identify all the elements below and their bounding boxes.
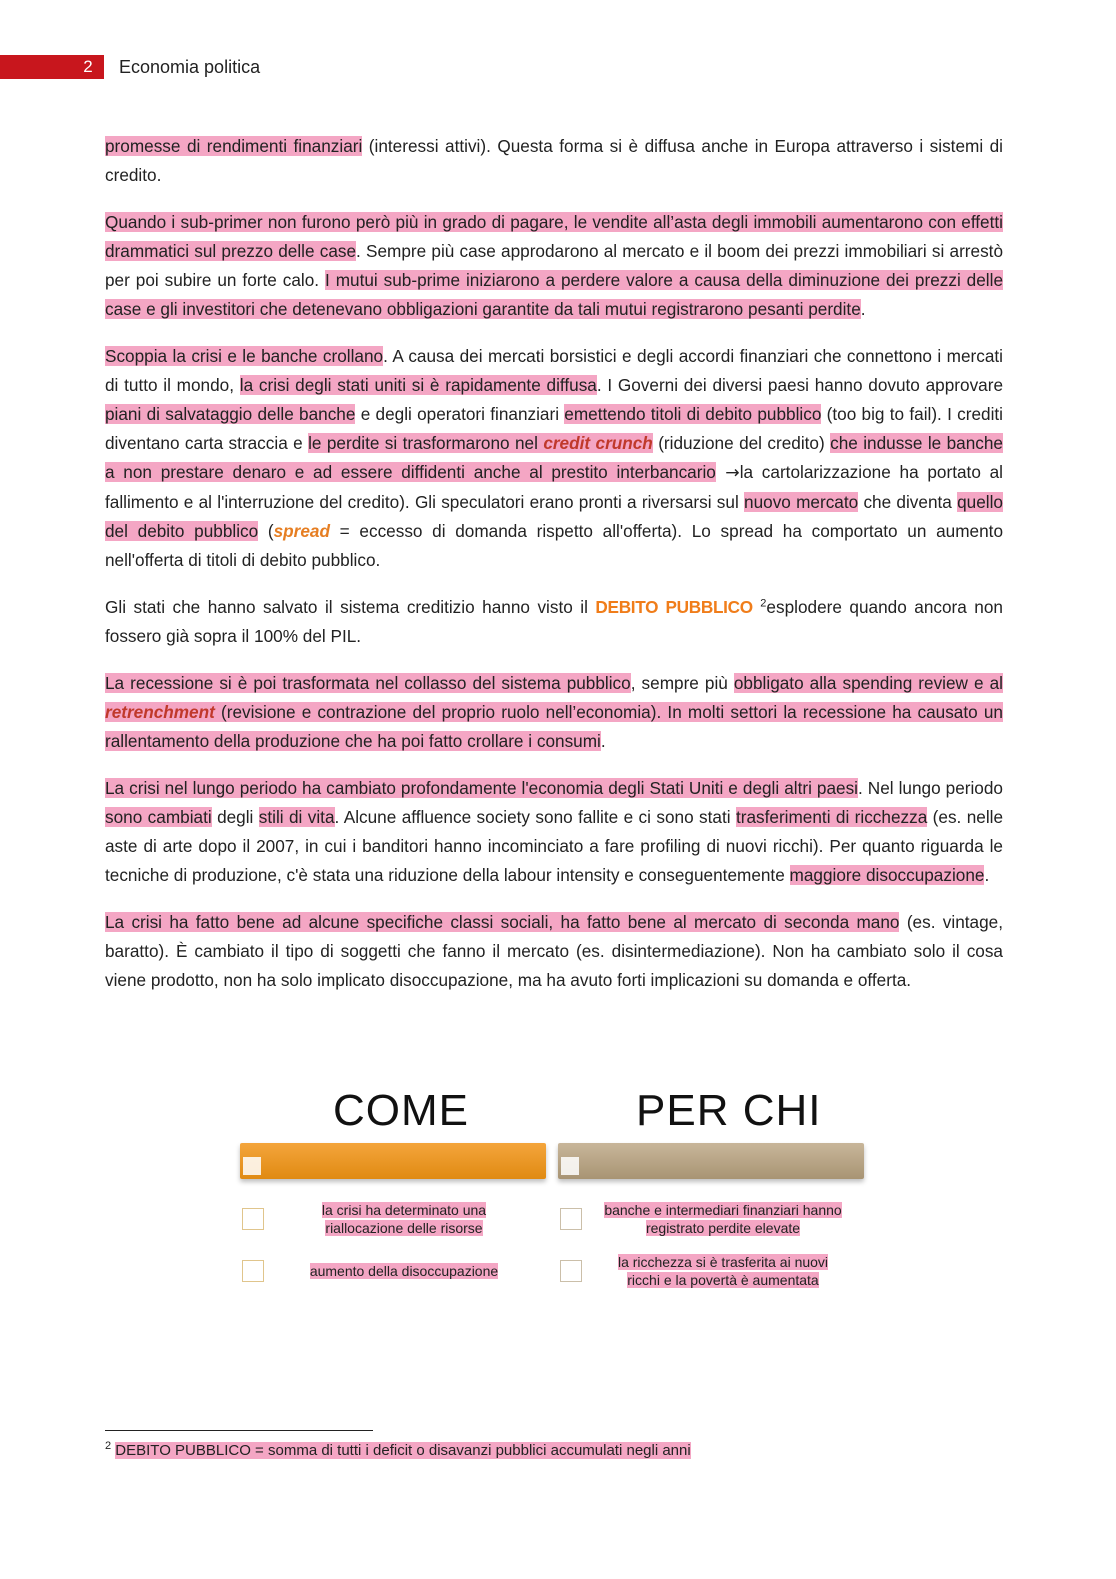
text: . [600,731,606,751]
footnote [105,1441,691,1461]
highlight: trasferimenti di ricchezza [735,807,928,827]
paragraph-7 [105,908,1003,995]
text: (riduzione del credito) [652,433,831,453]
text: obbligato alla spending review e al [733,673,1003,693]
highlight: nuovo mercato [744,492,859,512]
highlight [308,433,653,453]
footnote-number: 2 [105,1440,112,1452]
come-item-1-text: la crisi ha determinato una riallocazione delle risorse [321,1202,487,1236]
text: (es. vintage, baratto). È cambiato il tipo di soggetti che fanno il mercato (es. disintermediazione). Non ha cambiato solo il cosa viene prodotto, non ha solo implicato disoccupazione, ma ha avuto forti implicazioni su domanda e offerta. [105,912,1004,990]
text: (interessi attivi). Questa forma si è diffusa anche in Europa attraverso i sistemi di credito. [105,136,1003,185]
highlight: I mutui sub-prime iniziarono a perdere valore a causa della diminuzione dei prezzi delle case e gli investitori che detenevano obbligazioni garantite da tali mutui registrarono pesanti perdite [105,270,1004,319]
credit-crunch-term: credit crunch [543,433,653,453]
paragraph-1 [105,132,1003,190]
text: (revisione e contrazione del proprio ruolo nell’economia). In molti settori la recessione ha causato un rallentamento della produzione che ha poi fatto crollare i consumi [105,702,1003,751]
per-chi-item-1-text: banche e intermediari finanziari hanno registrato perdite elevate [604,1202,842,1236]
debito-pubblico-term: DEBITO PUBBLICO [595,597,753,617]
checkbox-icon [243,1157,261,1175]
come-item-1 [288,1201,520,1237]
highlight: La recessione si è poi trasformata nel collasso del sistema pubblico [105,673,631,693]
highlight: emettendo titoli di debito pubblico [564,404,822,424]
text: le perdite si trasformarono nel [308,433,544,453]
text: . A causa dei mercati borsistici e degli accordi finanziari che connettono i mercati di tutto il mondo, [105,346,1004,395]
text: . [860,299,866,319]
text: . Alcune affluence society sono fallite e ci sono stati [334,807,736,827]
paragraph-2 [105,208,1003,324]
highlight: La crisi nel lungo periodo ha cambiato profondamente l'economia degli Stati Uniti e degli altri paesi [105,778,858,798]
highlight: la crisi degli stati uniti si è rapidamente diffusa [239,375,597,395]
highlight: promesse di rendimenti finanziari [105,136,363,156]
per-chi-item-2-text: la ricchezza si è trasferita ai nuovi ricchi e la povertà è aumentata [617,1254,829,1288]
paragraph-3 [105,342,1003,575]
come-header-bar [240,1143,546,1179]
highlight: che indusse le banche a non prestare denaro e ad essere diffidenti anche al prestito interbancario [105,433,1003,482]
highlight: quello del debito pubblico [105,492,1003,541]
come-title: COME [333,1086,469,1135]
per-chi-header-bar [558,1143,864,1179]
text: esplodere quando ancora non fossero già sopra il 100% del PIL. [105,597,1003,646]
come-per-chi-diagram [240,1080,870,1310]
highlight: stili di vita [258,807,335,827]
text: Gli stati che hanno salvato il sistema creditizio hanno visto il [105,597,596,617]
paragraph-6 [105,774,1003,890]
come-item-2-text: aumento della disoccupazione [309,1263,499,1279]
text: , sempre più [630,673,734,693]
per-chi-item-1 [600,1201,846,1237]
body-text [105,132,1003,1013]
highlight: Scoppia la crisi e le banche crollano [105,346,384,366]
highlight: La crisi ha fatto bene ad alcune specifiche classi sociali, ha fatto bene al mercato di seconda mano [105,912,900,932]
paragraph-5 [105,669,1003,756]
highlight: piani di salvataggio delle banche [105,404,356,424]
text: . Sempre più case approdarono al mercato e il boom dei prezzi immobiliari si arrestò per poi subire un forte calo. [105,241,1003,290]
text: (too big to fail). I crediti diventano carta straccia e [105,404,1003,453]
highlight: maggiore disoccupazione [789,865,985,885]
footnote-rule [105,1430,373,1431]
retrenchment-term: retrenchment [105,702,215,722]
checkbox-icon [560,1260,582,1282]
text: ( [258,521,274,541]
checkbox-icon [242,1260,264,1282]
text: = eccesso di domanda rispetto all'offerta). Lo spread ha comportato un aumento nell'offerta di titoli di debito pubblico. [105,521,1004,570]
footnote-ref[interactable]: 2 [760,597,767,610]
text: (es. nelle aste di arte dopo il 2007, in cui i banditori hanno incominciato a fare profiling di nuovi ricchi). Per quanto riguarda le tecniche di produzione, c'è stata una riduzione della labour intensity e conseguentemente [105,807,1004,885]
come-item-2 [288,1262,520,1280]
per-chi-title: PER CHI [636,1086,822,1135]
text: . [984,865,990,885]
paragraph-4 [105,593,1003,651]
text: . I Governi dei diversi paesi hanno dovuto approvare [596,375,1003,395]
running-header-title: Economia politica [119,57,261,77]
spread-term: spread [273,521,330,541]
highlight: sono cambiati [105,807,212,827]
footnote-text: DEBITO PUBBLICO = somma di tutti i deficit o disavanzi pubblici accumulati negli anni [115,1442,691,1459]
page-number: 2 [83,57,93,76]
text: degli [211,807,259,827]
per-chi-item-2 [600,1253,846,1289]
checkbox-icon [242,1208,264,1230]
text: la cartolarizzazione ha portato al fallimento e al l'interruzione del credito). Gli speculatori erano pronti a riversarsi sul [105,462,1003,512]
text: che diventa [858,492,958,512]
checkbox-icon [561,1157,579,1175]
checkbox-icon [560,1208,582,1230]
highlight: Quando i sub-primer non furono però più in grado di pagare, le vendite all’asta degli immobili aumentarono con effetti drammatici sul prezzo delle case [105,212,1003,261]
arrow-icon: → [715,463,740,483]
text: e degli operatori finanziari [355,404,565,424]
text: . Nel lungo periodo [858,778,1003,798]
